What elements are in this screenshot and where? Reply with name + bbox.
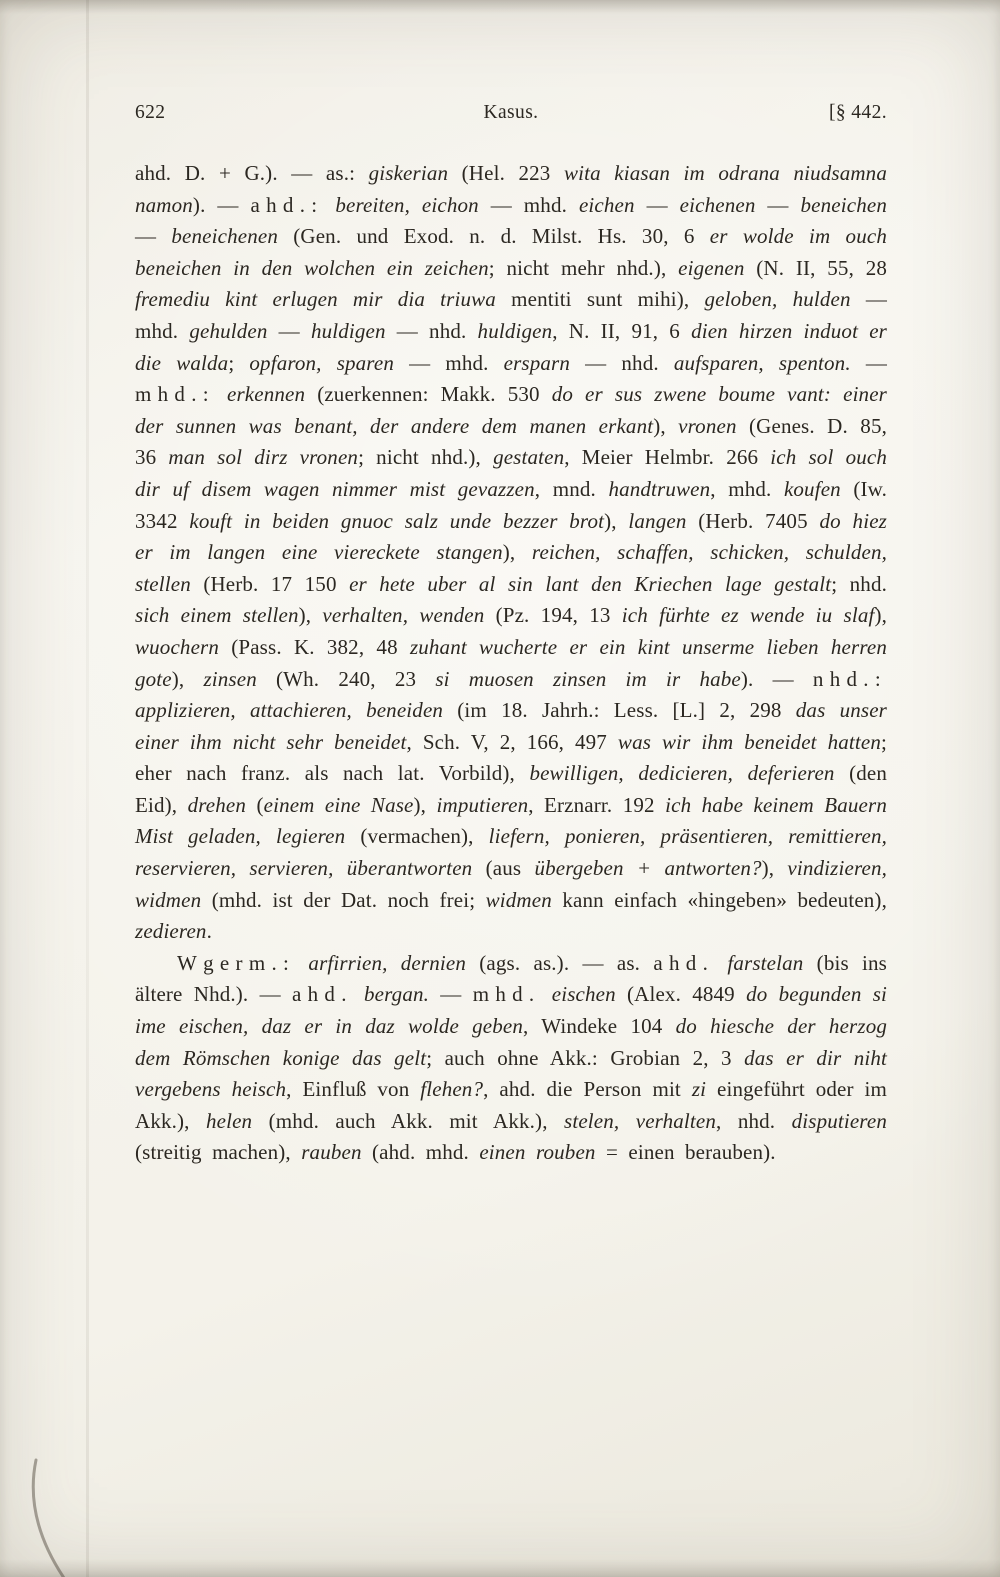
text-run: vronen [678,413,737,438]
scan-edge-shadow-top [0,0,1000,14]
text-run: reichen, schaffen, schicken, schulden, stellen [135,540,887,596]
text-run: langen [628,508,687,533]
text-run: giskerian [368,161,449,185]
text-run: do begunden si ime eischen, daz er in daz wolde geben [135,982,888,1039]
text-run: si muosen zinsen im ir habe [435,666,741,691]
text-run: zi [691,1077,707,1102]
text-run: (mhd. auch Akk. mit Akk.), [252,1108,565,1133]
text-run: ), [171,666,204,691]
text-run: opfaron, sparen [249,350,394,375]
text-run: vindizieren, widmen [135,856,888,912]
text-run: ; [228,350,250,375]
text-run: widmen [485,887,552,912]
text-run: übergeben + antworten? [534,856,762,881]
text-run: (Iw. 3342 [135,476,887,533]
text-run: eichen [578,192,635,217]
text-run: ahd. D. + G.). — as.: [135,161,369,185]
text-run: do hiez er im langen eine viereckete stangen [135,508,887,565]
text-run: wita kiasan im odrana niudsamna namon [135,161,887,217]
text-run: man sol dirz vronen [168,445,359,470]
text-run: (aus [472,856,535,881]
text-run: huldigen [310,318,386,343]
text-run: liefern, ponieren, präsentieren, remittieren, reservieren, servieren, überantworten [135,824,888,881]
page-header [135,102,887,124]
text-run [295,951,308,975]
page-content [135,102,887,1169]
page-curl-mark [8,1456,88,1577]
text-run: kouft in beiden gnuoc salz unde bezzer brot [189,508,605,533]
paragraph [135,948,887,1169]
text-run: ), [298,603,323,628]
text-run: mhd.: [135,382,215,407]
text-run: drehen [187,792,247,817]
text-run: — [267,318,311,343]
text-run: eischen [551,982,616,1007]
text-run: das unser einer ihm nicht sehr beneidet [135,698,888,754]
text-run: — nhd. [570,350,674,375]
text-run: (streitig machen), [135,1140,302,1165]
text-run [540,982,551,1006]
text-run: ich fürhte ez wende iu slaf [621,603,875,628]
page-number: 622 [135,102,166,123]
text-run: = einen berauben). [595,1140,776,1165]
text-run: aufsparen, spenton. [673,350,851,375]
text-run: do hiesche der herzog dem Römschen konige das gelt [135,1014,888,1070]
text-run: handtruwen [608,476,711,501]
text-run: — [429,982,473,1007]
text-run: — [755,192,801,217]
text-run: ; eher nach franz. als nach lat. Vorbild), [135,729,887,786]
running-title: Kasus. [483,102,539,123]
text-run [215,382,227,406]
text-run: rauben [301,1140,362,1165]
text-run: ), [604,508,629,533]
text-run: nhd.: [812,666,887,691]
text-run: Wgerm.: [177,950,296,975]
text-run: (Wh. 240, 23 [256,666,436,691]
section-number: [§ 442. [828,102,887,123]
text-run: ahd. [653,950,715,975]
text-run: imputieren [436,792,529,817]
text-run: (den Eid), [135,761,888,817]
text-run: geloben, hulden [704,287,851,312]
text-run: verhalten, wenden [322,603,485,628]
text-run: stelen, verhalten [564,1108,717,1133]
text-run: , Einfluß von [286,1077,421,1102]
scan-edge-shadow-bottom [0,1559,1000,1577]
text-run: ich habe keinem Bauern Mist geladen, legieren [135,792,887,849]
text-run: koufen [783,476,841,501]
text-run: (Gen. und Exod. n. d. Milst. Hs. 30, 6 [278,224,710,249]
text-run [323,193,335,217]
text-run: einem eine Nase [263,792,414,817]
text-run: ; nhd. [831,571,887,596]
text-run: — [850,350,887,375]
text-run: flehen? [420,1077,484,1102]
text-run: (zuerkennen: Makk. 530 [305,382,552,407]
text-run: sich einem stellen [135,603,299,628]
text-run: , Sch. V, 2, 166, 497 [406,729,618,754]
text-run: ersparn [503,350,571,375]
text-run: (Hel. 223 [448,161,564,185]
text-run: applizieren, attachieren, beneiden [135,698,444,723]
text-run: — mhd. [393,350,504,375]
text-run: do er sus zwene boume vant: einer der sunnen was benant, der andere dem manen erkant [135,382,887,438]
text-run: (Pass. K. 382, 48 [219,634,410,659]
text-run: ), [502,540,532,565]
text-run: eigenen [678,255,745,280]
text-run: dien hirzen induot er die walda [135,318,887,375]
text-run: (Alex. 4849 [615,982,747,1007]
text-run: (ags. as.). — as. [465,950,654,975]
text-run: das er dir niht vergebens heisch [135,1045,887,1102]
text-run: disputieren [791,1108,887,1133]
text-run: ), [653,413,679,438]
page-body [135,158,887,1169]
text-run: — [634,192,680,217]
text-run: einen rouben [479,1140,596,1165]
text-run: ). — [740,666,813,691]
text-run [714,951,727,975]
text-run: , ahd. die Person mit [483,1077,692,1102]
text-run: kann einfach «hingeben» bedeuten), [551,887,887,912]
text-run: , Erznarr. 192 [528,792,666,817]
text-run: (vermachen), [345,824,489,849]
text-run: er hete uber al sin lant den Kriechen lage gestalt [349,571,832,596]
text-run: erkennen [226,382,306,407]
text-run: ahd. [291,982,353,1007]
text-run: (im 18. Jahrh.: Less. [L.] 2, 298 [443,698,796,723]
text-run: arfirrien, dernien [308,950,466,975]
text-run: zuhant wucherte er ein kint unserme lieben herren gote [135,634,887,691]
text-run: er wolde im ouch beneichen in den wolchen ein zeichen [135,224,887,280]
binding-crease [86,0,89,1577]
paragraph [135,158,887,948]
text-run: (Pz. 194, 13 [484,603,622,628]
text-run: (bis ins ältere Nhd.). — [135,950,887,1007]
text-run: ), [413,792,437,817]
text-run: beneichenen [171,224,278,249]
text-run: (N. II, 55, 28 [744,255,888,280]
text-run: , mnd. [534,476,609,501]
text-run: , N. II, 91, 6 [552,318,692,343]
text-run: — nhd. [385,318,478,343]
text-run: bergan. [364,982,430,1007]
text-run: was wir ihm beneidet hatten [617,729,881,754]
text-run: — [135,224,172,249]
text-run: (Herb. 17 150 [190,571,350,596]
text-run: fremediu kint erlugen mir dia triuwa [135,287,496,312]
text-run: bewilligen, dedicieren, deferieren [529,761,835,786]
text-run: gestaten [493,445,565,470]
text-run: , Meier Helmbr. 266 [564,445,771,470]
text-run: bereiten, eichon [335,192,479,217]
text-run: , Windeke 104 [523,1014,676,1039]
text-run: ; auch ohne Akk.: Grobian 2, 3 [426,1045,745,1070]
text-run: , nhd. [716,1108,792,1133]
text-run: ; nicht mehr nhd.), [488,255,679,280]
text-run: zinsen [203,666,257,691]
text-run: — mhd. [135,287,887,343]
text-run: (ahd. mhd. [361,1140,480,1165]
text-run: mhd. [472,982,541,1007]
text-run: gehulden [189,318,268,343]
text-run: (Herb. 7405 [686,508,820,533]
text-run: farstelan [727,950,804,975]
text-run: ; nicht nhd.), [358,445,494,470]
text-run: ( [246,792,264,817]
text-run [353,982,364,1006]
text-run: , mhd. [710,476,784,501]
text-run: wuochern [135,634,220,659]
text-run: eingeführt oder im Akk.), [135,1077,887,1133]
text-run: beneichen [800,192,887,217]
text-run: ). — [192,192,251,217]
text-run: ), [874,603,888,628]
text-run: huldigen [477,318,553,343]
text-run: ahd.: [250,192,324,217]
text-run: zedieren [135,919,207,944]
text-run: ), [761,856,788,881]
text-run: eichenen [679,192,756,217]
text-run: (mhd. ist der Dat. noch frei; [201,887,486,912]
text-run: mentiti sunt mihi), [495,287,705,312]
text-run: . [206,919,212,944]
text-run: ich sol ouch dir uf disem wagen nimmer mist gevazzen [135,445,887,501]
text-run: (Genes. D. 85, 36 [135,413,887,470]
text-run: helen [205,1108,253,1133]
text-run: — mhd. [478,192,579,217]
